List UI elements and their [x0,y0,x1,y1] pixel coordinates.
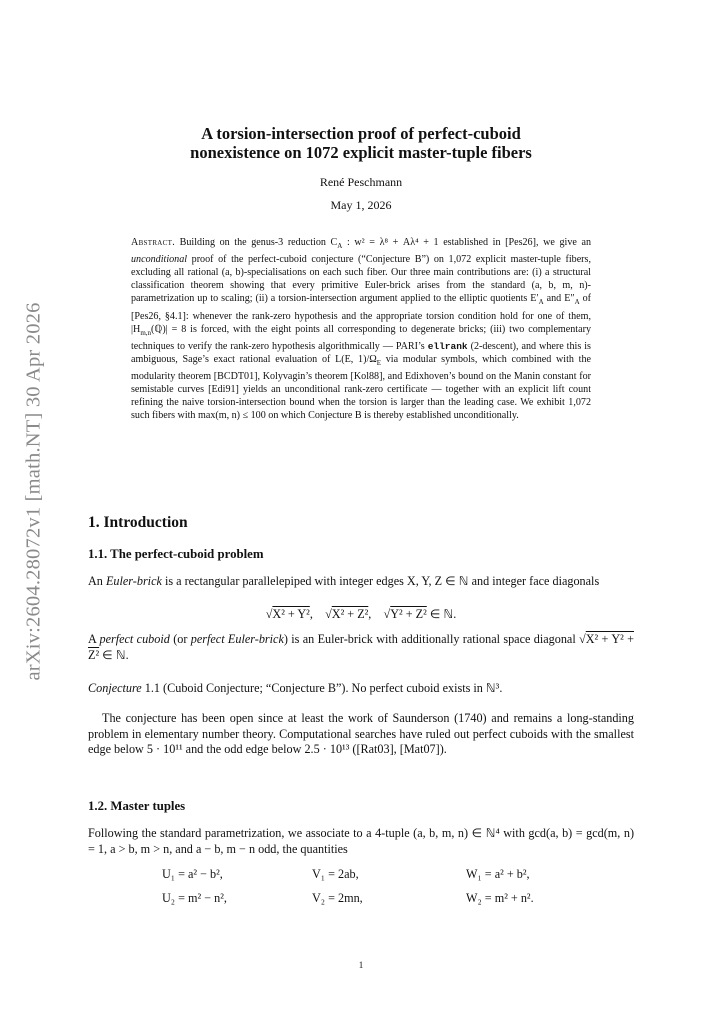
p2-text-a: A [88,632,100,646]
paragraph-history: The conjecture has been open since at least the work of Saunderson (1740) and remains a long-standing problem in elementary number theory. Computational searches have ruled out perfect cuboids with the smallest edge below 5 · 10¹¹ and the odd edge below 2.5 · 10¹³ ([Rat03], [Mat07]). [88,711,634,757]
abstract-text-7: (2-descent), and where this is ambiguous, Sage’s exact rational evaluation of L(E, 1)/Ω [131,340,591,365]
abstract: Abstract. Building on the genus-3 reduction $C_A$ : w² = λ⁸ + Aλ⁴ + 1 established in [Pes26], we give an unconditional proof of the perfect-cuboid conjecture (“Conjecture B”) on 1,072 explicit master-tuple fibers, excluding all rational (a, b)-specialisations on each such fiber. Our three main contributions are: (i) a structural classification theorem showing that every primitive Euler-brick arises from the standard (a, b, m, n)-parametrization up to scaling; (ii) a torsion-intersection argument applied to the elliptic quotients $E'_A$ and $E''_A$ of [Pes26, §4.1]: whenever the rank-zero hypothesis and the appropriate torsion condition hold for one of them, $|H_{m,n}(ℚ)| = 8$ is forced, with the eight points all corresponding to degenerate bricks; (iii) two complementary techniques to verify the rank-zero hypothesis algorithmically — PARI’s ellrank (2-descent), and where this is ambiguous, Sage’s exact rational evaluation of L(E, $1)/\Omega_E$ via modular symbols, which combined with the modularity theorem [BCDT01], Kolyvagin’s theorem [Kol88], and Edixhoven’s bound on the Manin constant for semistable curves [Edi91] yields an unconditional rank-zero certificate — together with an explicit lift count refining the naive torsion-intersection bound when the torsion is larger than the leading case. We exhibit 1,072 such fibers with max(m, n) ≤ 100 on which Conjecture B is thereby established unconditionally. [131,237,591,422]
publication-date: May 1, 2026 [330,198,392,212]
p2-emphasis-2: perfect Euler-brick [190,632,284,646]
title-line-1: A torsion-intersection proof of perfect-cuboid [201,124,521,143]
abstract-text-1: Building on the genus-3 reduction C [179,237,338,248]
abstract-text-4: and E″ [543,293,575,305]
eq-W1: W₁ = a² + b², [466,867,530,881]
abstract-text-6: (ℚ)| = 8 is forced, with the eight points all corresponding to degenerate bricks; (iii) two complementary techniques to verify the rank-zero hypothesis algorithmically — PARI’s [131,323,591,352]
eq-U2: U₂ = m² − n², [162,891,227,905]
p2-space-diagonal: X² + Y² + Z² [88,632,634,662]
p1-emphasis: Euler-brick [105,574,162,588]
page-number: 1 [358,960,364,970]
abstract-text-3: proof of the perfect-cuboid conjecture (“Conjecture B”) on 1,072 explicit master-tuple fibers, excluding all rational (a, b)-specialisations on each such fiber. Our three main contributions are: (i) a structural classification theorem showing that every primitive Euler-brick arises from the standard (a, b, m, n)-parametrization up to scaling; (ii) a torsion-intersection argument applied to the elliptic quotients E′ [131,254,591,305]
paragraph-perfect-cuboid: A perfect cuboid (or perfect Euler-brick) is an Euler-brick with additionally rational space diagonal √X² + Y² + Z² ∈ ℕ. [88,632,634,662]
eq-diag-1: X² + Y² [272,607,310,621]
conjecture-text: 1.1 (Cuboid Conjecture; “Conjecture B”). No perfect cuboid exists in ℕ³. [141,681,503,695]
author-name: René Peschmann [319,175,403,189]
eq-V1: V₁ = 2ab, [312,867,359,881]
eq-V2: V₂ = 2mn, [312,891,363,905]
paper-title [88,124,634,162]
section-heading-introduction: 1. Introduction [88,514,188,531]
p2-text-b: (or [169,632,191,646]
abstract-text-8: via modular symbols, which combined with the modularity theorem [BCDT01], Kolyvagin’s theorem [Kol88], and Edixhoven’s bound on the Manin constant for semistable curves [Edi91] yields an unconditional rank-zero certificate — together with an explicit lift count refining the naive torsion-intersection bound when the torsion is larger than the leading case. We exhibit 1,072 such fibers with max(m, n) ≤ 100 on which Conjecture B is thereby established unconditionally. [131,353,591,422]
subsection-heading-master-tuples: 1.2. Master tuples [88,799,186,813]
p2-text-c: ) is an Euler-brick with additionally rational space diagonal [283,632,580,646]
abstract-text-2: : w² = λ⁸ + Aλ⁴ + 1 established in [Pes26], we give an [342,237,591,248]
subsection-heading-perfect-cuboid: 1.1. The perfect-cuboid problem [88,547,264,561]
eq-diag-tail: ∈ ℕ. [426,607,457,621]
paragraph-parametrization: Following the standard parametrization, we associate to a 4-tuple (a, b, m, n) ∈ ℕ⁴ with gcd(a, b) = gcd(m, n) = 1, a > b, m > n, and a − b, m − n odd, the quantities [88,826,634,856]
arxiv-identifier-stamp [16,301,52,681]
abstract-label: Abstract. [131,237,176,248]
p1-text-a: An [88,574,106,588]
abstract-code-ellrank: ellrank [427,340,468,352]
eq-W2: W₂ = m² + n². [466,891,534,905]
conjecture-statement [88,681,634,697]
eq-diag-3: Y² + Z² [390,607,427,621]
p2-emphasis-1: perfect cuboid [99,632,170,646]
p1-text-b: is a rectangular parallelepiped with integer edges X, Y, Z ∈ ℕ and integer face diagonals [161,574,600,588]
abstract-text-5: of [Pes26, §4.1]: whenever the rank-zero hypothesis and the appropriate torsion condition hold for one of them, |H [131,293,591,335]
eq-U1: U₁ = a² − b², [162,867,223,881]
p2-text-d: ∈ ℕ. [99,647,129,662]
arxiv-identifier-text: arXiv:2604.28072v1 [math.NT] 30 Apr 2026 [22,301,45,681]
abstract-emphasis: unconditional [131,254,188,266]
title-line-2: nonexistence on 1072 explicit master-tuple fibers [190,143,532,162]
paragraph-euler-brick [88,574,634,590]
equation-face-diagonals: √X² + Y², √X² + Z², √Y² + Z² ∈ ℕ. [265,607,457,621]
eq-diag-2: X² + Z² [331,607,369,621]
conjecture-label: Conjecture [88,681,142,695]
